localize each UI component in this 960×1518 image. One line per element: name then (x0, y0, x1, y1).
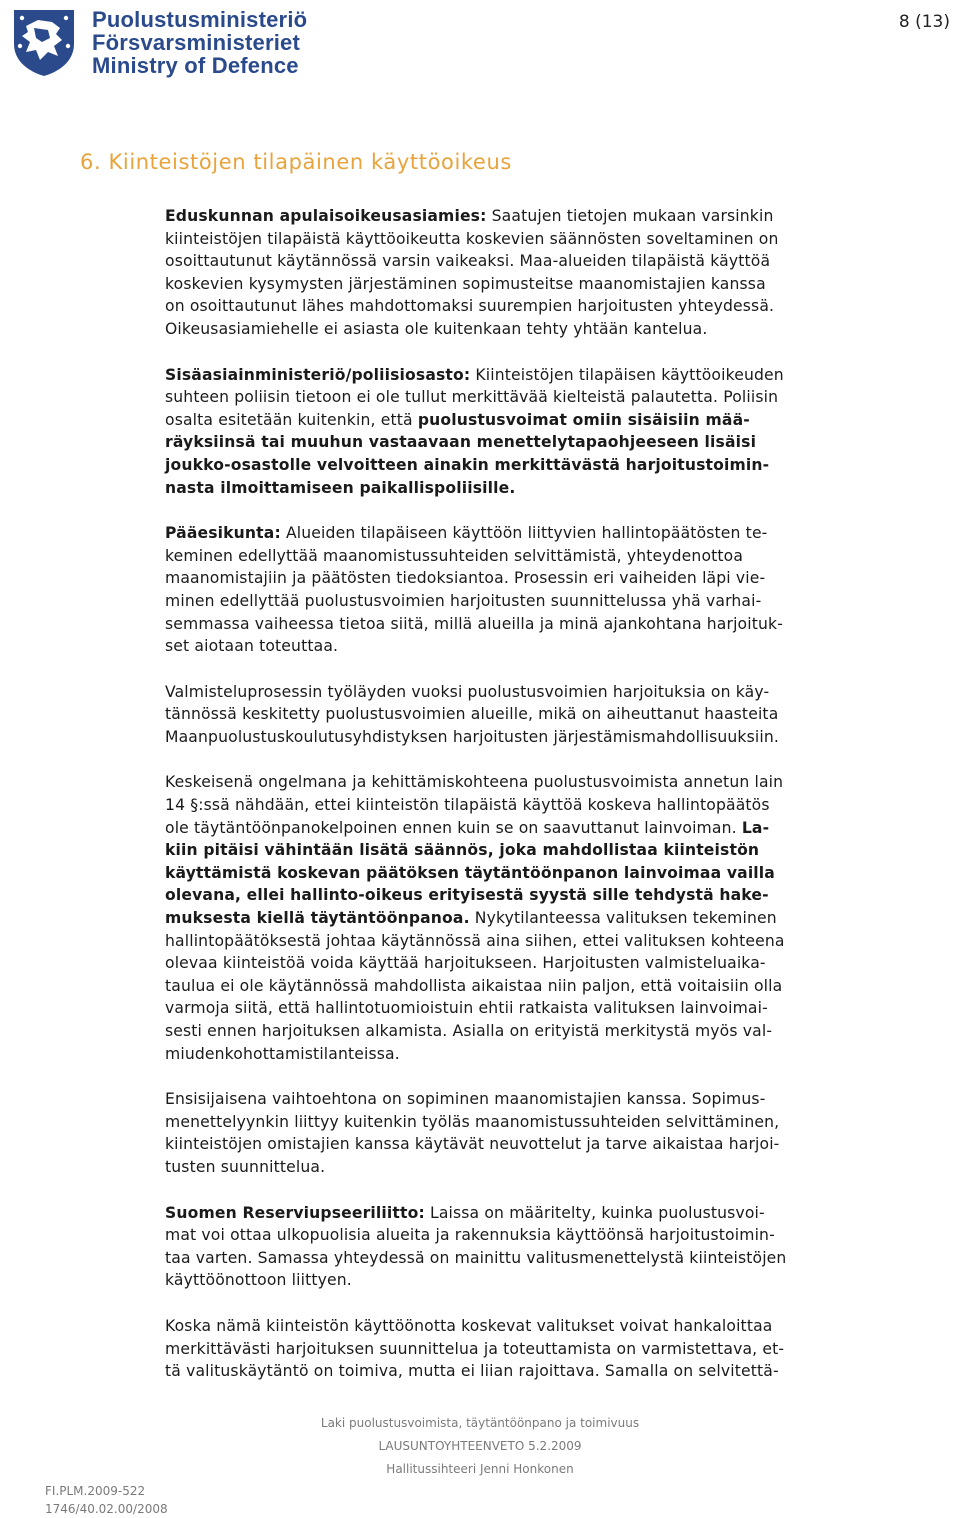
text-line (165, 295, 905, 318)
bold-text: nasta ilmoittamiseen paikallispoliisille. (165, 478, 516, 497)
text-line (165, 726, 905, 749)
text-line (165, 1269, 905, 1292)
text-line (165, 273, 905, 296)
page-number: 8 (13) (898, 12, 950, 32)
footer-author: Hallitussihteeri Jenni Honkonen (386, 1462, 574, 1476)
text-line (165, 567, 905, 590)
text-line (165, 1020, 905, 1043)
bold-text: muksesta kiellä täytäntöönpanoa. (165, 909, 470, 928)
text-line (165, 635, 905, 658)
paragraph (165, 1088, 905, 1178)
text-run: taulua ei ole käytännössä mahdollista aikaistaa niin paljon, että voitaisiin olla (165, 976, 783, 995)
text-run: koskevien kysymysten järjestäminen sopimusteitse maanomistajien kanssa (165, 274, 766, 293)
text-line (165, 794, 905, 817)
text-run: olevaa kiinteistöä voida käyttää harjoitukseen. Harjoitusten valmisteluaika- (165, 954, 766, 973)
bold-text: Sisäasiainministeriö/poliisiosasto: (165, 365, 471, 384)
document-body (165, 205, 905, 1406)
text-line (165, 613, 905, 636)
logo-line-fi: Puolustusministeriö (92, 7, 308, 32)
bold-text: joukko-osastolle velvoitteen ainakin merkittävästä harjoitustoimin- (165, 455, 770, 474)
text-line (165, 681, 905, 704)
text-line (165, 952, 905, 975)
text-line (165, 839, 905, 862)
text-run: Alueiden tilapäiseen käyttöön liittyvien hallintopäätösten te- (280, 524, 768, 543)
text-run: tusten suunnittelua. (165, 1157, 326, 1176)
text-line (165, 907, 905, 930)
text-line (165, 1360, 905, 1383)
text-line (165, 364, 905, 387)
text-run: Ensisijaisena vaihtoehtona on sopiminen maanomistajien kanssa. Sopimus- (165, 1090, 766, 1109)
text-line (165, 454, 905, 477)
text-run: Koska nämä kiinteistön käyttöönotta koskevat valitukset voivat hankaloittaa (165, 1316, 773, 1335)
text-run: osoittautunut käytännössä varsin vaikeaksi. Maa-alueiden tilapäistä käyttöä (165, 252, 771, 271)
bold-text: Eduskunnan apulaisoikeusasiamies: (165, 207, 487, 225)
text-run: Saatujen tietojen mukaan varsinkin (486, 207, 774, 225)
text-run: käyttöönottoon liittyen. (165, 1271, 352, 1290)
logo-line-sv: Försvarsministeriet (92, 30, 300, 55)
text-run: mat voi ottaa ulkopuolisia alueita ja rakennuksia käyttöönsä harjoitustoimin- (165, 1226, 775, 1245)
text-run: set aiotaan toteuttaa. (165, 637, 339, 656)
paragraph (165, 681, 905, 749)
footer-ref-1: FI.PLM.2009-522 (45, 1484, 146, 1498)
text-run: Keskeisenä ongelmana ja kehittämiskohteena puolustusvoimista annetun lain (165, 773, 784, 792)
text-line (165, 1043, 905, 1066)
text-line (165, 1338, 905, 1361)
text-line (165, 1088, 905, 1111)
text-run: minen edellyttää puolustusvoimien harjoitusten suunnittelussa yhä varhai- (165, 591, 762, 610)
text-run: tännössä keskitetty puolustusvoimien alueille, mikä on aiheuttanut haasteita (165, 705, 779, 724)
text-line (165, 1111, 905, 1134)
text-line (165, 817, 905, 840)
text-line (165, 930, 905, 953)
paragraph (165, 771, 905, 1065)
text-line (165, 250, 905, 273)
text-run: Laissa on määritelty, kuinka puolustusvoi- (424, 1203, 765, 1222)
footer-subtitle: LAUSUNTOYHTEENVETO 5.2.2009 (378, 1439, 582, 1453)
text-run: merkittävästi harjoituksen suunnittelua ja toteuttamista on varmistettava, et- (165, 1339, 785, 1358)
text-run: sesti ennen harjoituksen alkamista. Asialla on erityistä merkitystä myös val- (165, 1022, 773, 1040)
paragraph (165, 364, 905, 500)
text-run: Valmisteluprosessin työläyden vuoksi puolustusvoimien harjoituksia on käy- (165, 682, 770, 701)
bold-text: räyksiinsä tai muuhun vastaavaan menettelytapaohjeeseen lisäisi (165, 433, 757, 452)
text-run: Maanpuolustuskoulutusyhdistyksen harjoitusten järjestämismahdollisuuksiin. (165, 727, 779, 746)
text-line (165, 431, 905, 454)
text-run: Kiinteistöjen tilapäisen käyttöoikeuden (470, 365, 784, 384)
text-line (165, 205, 905, 228)
text-line (165, 1133, 905, 1156)
text-line (165, 590, 905, 613)
text-line (165, 228, 905, 251)
text-run: ole täytäntöönpanokelpoinen ennen kuin se on saavuttanut lainvoiman. (165, 818, 742, 837)
bold-text: La- (741, 818, 770, 837)
logo-text (92, 8, 307, 77)
text-line (165, 409, 905, 432)
text-run: maanomistajiin ja päätösten tiedoksiantoa. Prosessin eri vaiheiden läpi vie- (165, 569, 766, 588)
text-line (165, 884, 905, 907)
text-run: miudenkohottamistilanteissa. (165, 1044, 400, 1063)
text-line (165, 1224, 905, 1247)
text-run: hallintopäätöksestä johtaa käytännössä aina siihen, ettei valituksen kohteena (165, 931, 785, 950)
text-run: suhteen poliisin tietoon ei ole tullut merkittävää kielteistä palautetta. Poliisin (165, 388, 779, 407)
footer-title: Laki puolustusvoimista, täytäntöönpano ja toimivuus (320, 1416, 640, 1430)
paragraph (165, 522, 905, 658)
paragraph (165, 1202, 905, 1292)
text-run: 14 §:ssä nähdään, ettei kiinteistön tilapäistä käyttöä koskeva hallintopäätös (165, 796, 770, 815)
text-line (165, 1247, 905, 1270)
footer-ref-2: 1746/40.02.00/2008 (45, 1502, 168, 1516)
bold-text: Suomen Reserviupseeriliitto: (165, 1203, 425, 1222)
text-run: taa varten. Samassa yhteydessä on mainittu valitusmenettelystä kiinteistöjen (165, 1248, 787, 1267)
logo-line-en: Ministry of Defence (92, 53, 299, 78)
text-run: on osoittautunut lähes mahdottomaksi suurempien harjoitusten yhteydessä. (165, 297, 775, 316)
text-line (165, 975, 905, 998)
text-line (165, 545, 905, 568)
text-line (165, 997, 905, 1020)
text-line (165, 862, 905, 885)
text-line (165, 1315, 905, 1338)
bold-text: olevana, ellei hallinto-oikeus erityisestä syystä sille tehdystä hake- (165, 886, 769, 905)
text-run: semmassa vaiheessa tietoa siitä, millä alueilla ja minä ajankohtana harjoituk- (165, 614, 783, 633)
text-line (165, 477, 905, 500)
paragraph (165, 205, 905, 341)
text-line (165, 522, 905, 545)
text-line (165, 386, 905, 409)
bold-text: käyttämistä koskevan päätöksen täytäntöönpanon lainvoimaa vailla (165, 863, 775, 882)
paragraph (165, 1315, 905, 1383)
text-run: menettelyynkin liittyy kuitenkin työläs maanomistussuhteiden selvittäminen, (165, 1112, 780, 1131)
text-run: kiinteistöjen tilapäistä käyttöoikeutta koskevien säännösten soveltaminen on (165, 229, 779, 248)
section-heading: 6. Kiinteistöjen tilapäinen käyttöoikeus (80, 150, 512, 174)
text-line (165, 703, 905, 726)
text-line (165, 771, 905, 794)
bold-text: puolustusvoimat omiin sisäisiin mää- (417, 410, 750, 429)
text-line (165, 1156, 905, 1179)
bold-text: kiin pitäisi vähintään lisätä säännös, joka mahdollistaa kiinteistön (165, 841, 760, 860)
text-line (165, 318, 905, 341)
text-line (165, 1202, 905, 1225)
ministry-logo (8, 6, 368, 78)
coat-of-arms-icon (8, 6, 80, 78)
text-run: Oikeusasiamiehelle ei asiasta ole kuitenkaan tehty yhtään kantelua. (165, 319, 708, 338)
text-run: varmoja siitä, että hallintotuomioistuin ehtii ratkaista valituksen lainvoimai- (165, 999, 768, 1018)
text-run: keminen edellyttää maanomistussuhteiden selvittämistä, yhteydenottoa (165, 546, 744, 565)
bold-text: Pääesikunta: (165, 524, 281, 543)
text-run: osalta esitetään kuitenkin, että (165, 410, 418, 429)
text-run: tä valituskäytäntö on toimiva, mutta ei liian rajoittava. Samalla on selvitettä- (165, 1362, 779, 1381)
text-run: Nykytilanteessa valituksen tekeminen (469, 909, 777, 928)
text-run: kiinteistöjen omistajien kanssa käytävät neuvottelut ja tarve aikaistaa harjoi- (165, 1135, 780, 1154)
